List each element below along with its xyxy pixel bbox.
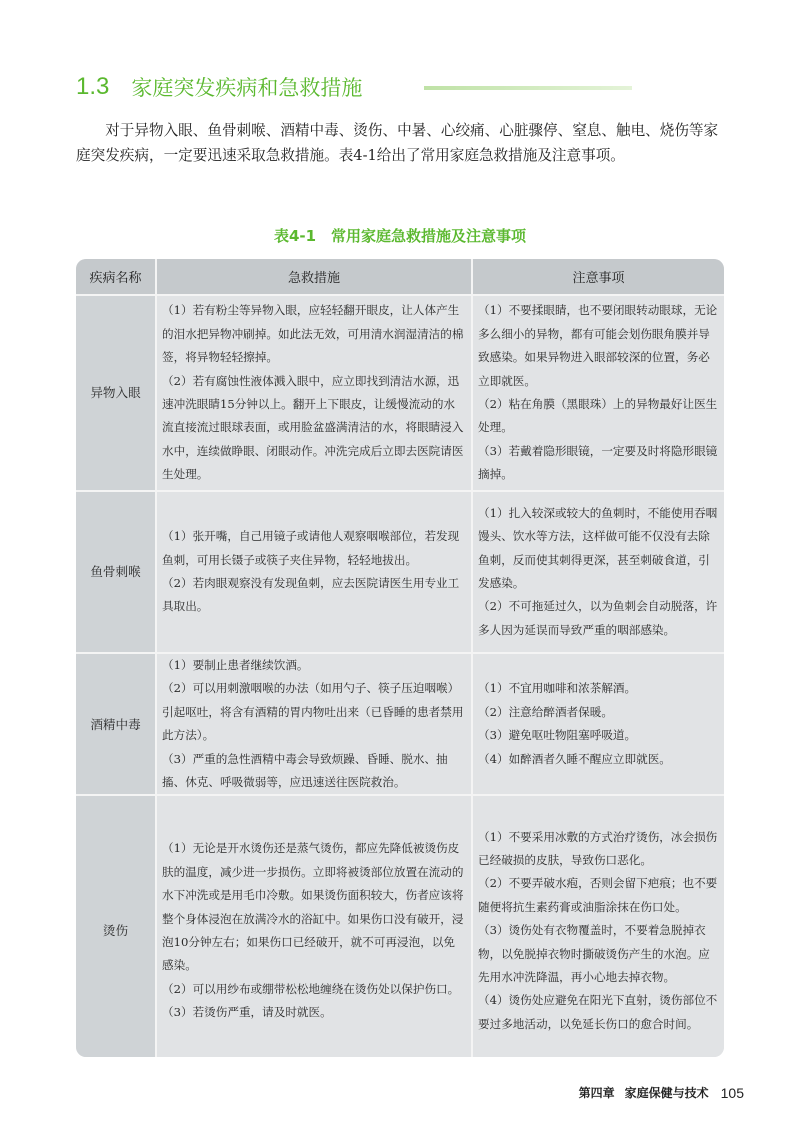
table-header-row <box>76 259 724 295</box>
disease-name: 烫伤 <box>76 795 156 1057</box>
page-footer <box>579 1084 744 1101</box>
disease-name: 酒精中毒 <box>76 653 156 795</box>
note-item: （1）不宜用咖啡和浓茶解酒。 <box>478 681 637 696</box>
measure-item: （3）若烫伤严重，请及时就医。 <box>162 1005 332 1020</box>
header-notes: 注意事项 <box>472 259 724 295</box>
measure-item: （1）无论是开水烫伤还是蒸气烫伤，都应先降低被烫伤皮肤的温度，减少进一步损伤。立即将被烫部位放置在流动的水下冲洗或是用毛巾冷敷。如果烫伤面积较大，伤者应该将整个身体浸泡在放满冷水的浴缸中。如果伤口没有破开，浸泡10分钟左右；如果伤口已经破开，就不可再浸泡，以免感染。 <box>162 841 464 973</box>
section-title: 家庭突发疾病和急救措施 <box>131 76 363 100</box>
notes-cell <box>472 491 724 653</box>
notes-cell <box>472 795 724 1057</box>
measure-item: （1）张开嘴，自己用镜子或请他人观察咽喉部位，若发现鱼刺，可用长镊子或筷子夹住异物，轻轻地拔出。 <box>162 529 460 567</box>
header-measures: 急救措施 <box>156 259 472 295</box>
section-heading <box>76 70 556 104</box>
measure-item: （2）可以用刺激咽喉的办法（如用勺子、筷子压迫咽喉）引起呕吐，将含有酒精的胃内物吐出来（已昏睡的患者禁用此方法）。 <box>162 681 464 743</box>
note-item: （4）烫伤处应避免在阳光下直射，烫伤部位不要过多地活动，以免延长伤口的愈合时间。 <box>478 993 718 1031</box>
footer-chapter: 第四章 <box>578 1086 615 1100</box>
note-item: （1）扎入较深或较大的鱼刺时，不能使用吞咽馒头、饮水等方法，这样做可能不仅没有去除鱼刺，反而使其刺得更深，甚至刺破食道，引发感染。 <box>478 505 718 590</box>
notes-cell <box>472 653 724 795</box>
note-item: （3）若戴着隐形眼镜，一定要及时将隐形眼镜摘掉。 <box>478 443 718 482</box>
note-item: （2）注意给醉酒者保暖。 <box>478 704 613 719</box>
table-caption: 表4-1 常用家庭急救措施及注意事项 <box>273 227 527 245</box>
note-item: （1）不要揉眼睛，也不要闭眼转动眼球，无论多么细小的异物，都有可能会划伤眼角膜并导致感染。如果异物进入眼部较深的位置，务必立即就医。 <box>478 303 718 388</box>
note-item: （1）不要采用冰敷的方式治疗烫伤，冰会损伤已经破损的皮肤，导致伤口恶化。 <box>478 829 718 868</box>
section-number: 1.3 <box>76 73 110 100</box>
measures-cell <box>156 295 472 491</box>
measures-cell <box>156 491 472 653</box>
measures-cell <box>156 795 472 1057</box>
disease-name: 异物入眼 <box>76 295 156 491</box>
first-aid-table <box>76 259 724 1057</box>
note-item: （4）如醉酒者久睡不醒应立即就医。 <box>478 751 671 766</box>
note-item: （2）不可拖延过久，以为鱼刺会自动脱落，许多人因为延误而导致严重的咽部感染。 <box>478 599 718 637</box>
note-item: （2）不要弄破水疱，否则会留下疤痕；也不要随便将抗生素药膏或油脂涂抹在伤口处。 <box>478 876 718 914</box>
measure-item: （1）若有粉尘等异物入眼，应轻轻翻开眼皮，让人体产生的泪水把异物冲刷掉。如此法无效，可用清水润湿清洁的棉签，将异物轻轻擦掉。 <box>162 303 464 365</box>
measures-cell <box>156 653 472 795</box>
table-row <box>76 795 724 1057</box>
table-row <box>76 295 724 491</box>
footer-title: 家庭保健与技术 <box>624 1086 709 1100</box>
measure-item: （3）严重的急性酒精中毒会导致烦躁、昏睡、脱水、抽搐、休克、呼吸微弱等，应迅速送往医院救治。 <box>162 751 448 790</box>
note-item: （3）烫伤处有衣物覆盖时，不要着急脱掉衣物，以免脱掉衣物时撕破烫伤产生的水泡。应先用水冲洗降温，再小心地去掉衣物。 <box>478 923 710 985</box>
measure-item: （2）若有腐蚀性液体溅入眼中，应立即找到清洁水源，迅速冲洗眼睛15分钟以上。翻开上下眼皮，让缓慢流动的水流直接流过眼球表面，或用脸盆盛满清洁的水，将眼睛浸入水中，连续做睁眼、闭眼动作。冲洗完成后立即去医院请医生处理。 <box>162 373 464 482</box>
page-number: 105 <box>720 1084 744 1101</box>
notes-cell <box>472 295 724 491</box>
intro-paragraph: 对于异物入眼、鱼骨刺喉、酒精中毒、烫伤、中暑、心绞痛、心脏骤停、窒息、触电、烧伤等家庭突发疾病，一定要迅速采取急救措施。表4-1给出了常用家庭急救措施及注意事项。 <box>76 122 719 164</box>
note-item: （3）避免呕吐物阻塞呼吸道。 <box>478 728 637 743</box>
header-disease: 疾病名称 <box>76 259 156 295</box>
heading-rule <box>424 86 632 90</box>
table-row <box>76 491 724 653</box>
table-row <box>76 653 724 795</box>
measure-item: （2）可以用纱布或绷带松松地缠绕在烫伤处以保护伤口。 <box>162 981 460 996</box>
disease-name: 鱼骨刺喉 <box>76 491 156 653</box>
note-item: （2）粘在角膜（黑眼珠）上的异物最好让医生处理。 <box>478 397 718 435</box>
measure-item: （1）要制止患者继续饮酒。 <box>162 658 309 672</box>
measure-item: （2）若肉眼观察没有发现鱼刺，应去医院请医生用专业工具取出。 <box>162 576 460 614</box>
